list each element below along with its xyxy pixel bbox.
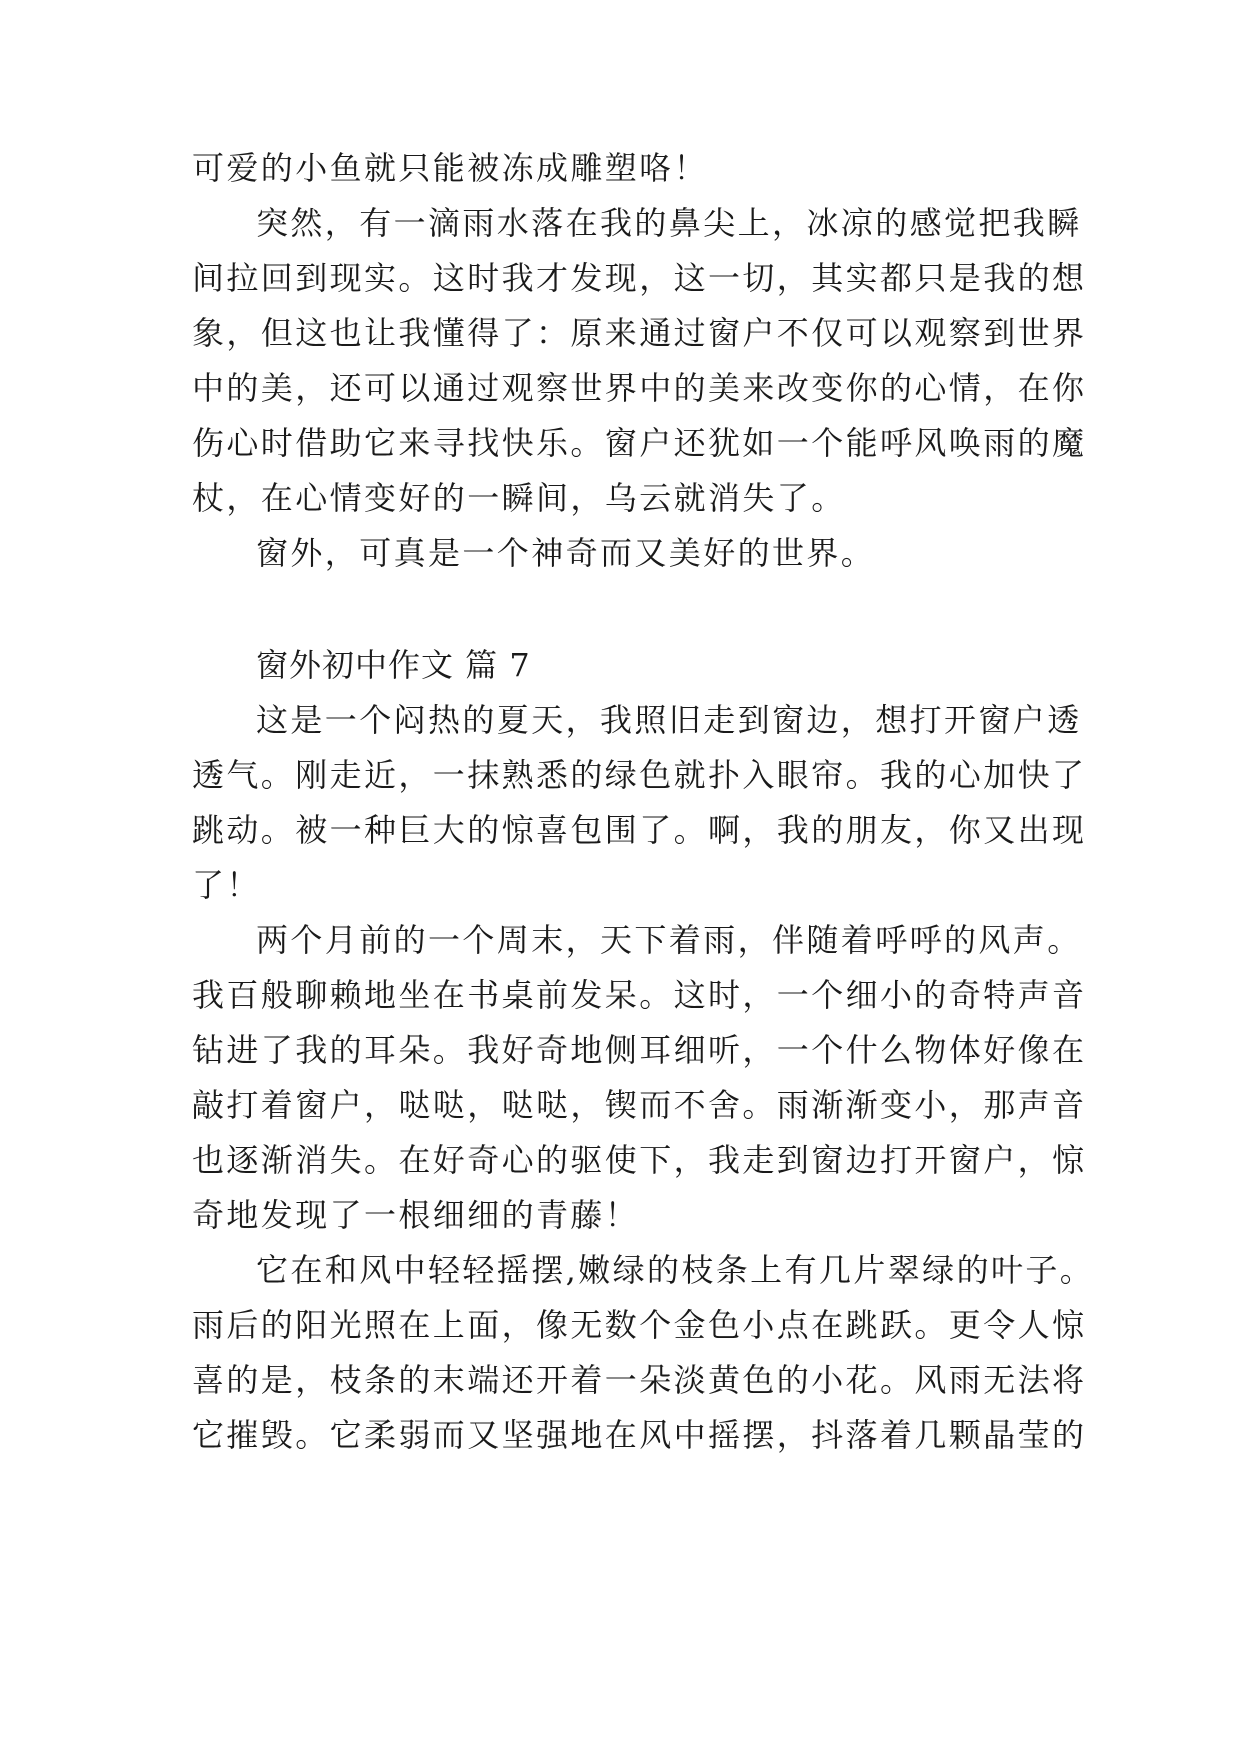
text-line: 钻进了我的耳朵。我好奇地侧耳细听，一个什么物体好像在 [192, 1031, 1087, 1069]
text-line: 透气。刚走近，一抹熟悉的绿色就扑入眼帘。我的心加快了 [192, 756, 1087, 794]
text-line: 跳动。被一种巨大的惊喜包围了。啊，我的朋友，你又出现 [192, 811, 1087, 849]
text-line: 它摧毁。它柔弱而又坚强地在风中摇摆，抖落着几颗晶莹的 [192, 1416, 1087, 1454]
text-line: 可爱的小鱼就只能被冻成雕塑咯！ [192, 149, 709, 187]
text-line: 伤心时借助它来寻找快乐。窗户还犹如一个能呼风唤雨的魔 [192, 424, 1087, 462]
text-line: 了！ [192, 866, 261, 904]
text-line: 喜的是，枝条的末端还开着一朵淡黄色的小花。风雨无法将 [192, 1361, 1087, 1399]
paragraph-start: 两个月前的一个周末，天下着雨，伴随着呼呼的风声。 [256, 921, 1082, 959]
text-line: 象，但这也让我懂得了：原来通过窗户不仅可以观察到世界 [192, 314, 1087, 352]
section-heading: 窗外初中作文 篇 7 [256, 646, 531, 684]
paragraph-start: 它在和风中轻轻摇摆,嫩绿的枝条上有几片翠绿的叶子。 [256, 1251, 1095, 1289]
text-line: 杖，在心情变好的一瞬间，乌云就消失了。 [192, 479, 846, 517]
paragraph-start: 这是一个闷热的夏天，我照旧走到窗边，想打开窗户透 [256, 701, 1082, 739]
text-line: 雨后的阳光照在上面，像无数个金色小点在跳跃。更令人惊 [192, 1306, 1087, 1344]
text-line: 间拉回到现实。这时我才发现，这一切，其实都只是我的想 [192, 259, 1087, 297]
paragraph-start: 窗外，可真是一个神奇而又美好的世界。 [256, 534, 876, 572]
text-line: 敲打着窗户，哒哒，哒哒，锲而不舍。雨渐渐变小，那声音 [192, 1086, 1087, 1124]
text-line: 奇地发现了一根细细的青藤！ [192, 1196, 640, 1234]
paragraph-start: 突然，有一滴雨水落在我的鼻尖上，冰凉的感觉把我瞬 [256, 204, 1082, 242]
text-line: 也逐渐消失。在好奇心的驱使下，我走到窗边打开窗户，惊 [192, 1141, 1087, 1179]
text-line: 中的美，还可以通过观察世界中的美来改变你的心情，在你 [192, 369, 1087, 407]
text-line: 我百般聊赖地坐在书桌前发呆。这时，一个细小的奇特声音 [192, 976, 1087, 1014]
